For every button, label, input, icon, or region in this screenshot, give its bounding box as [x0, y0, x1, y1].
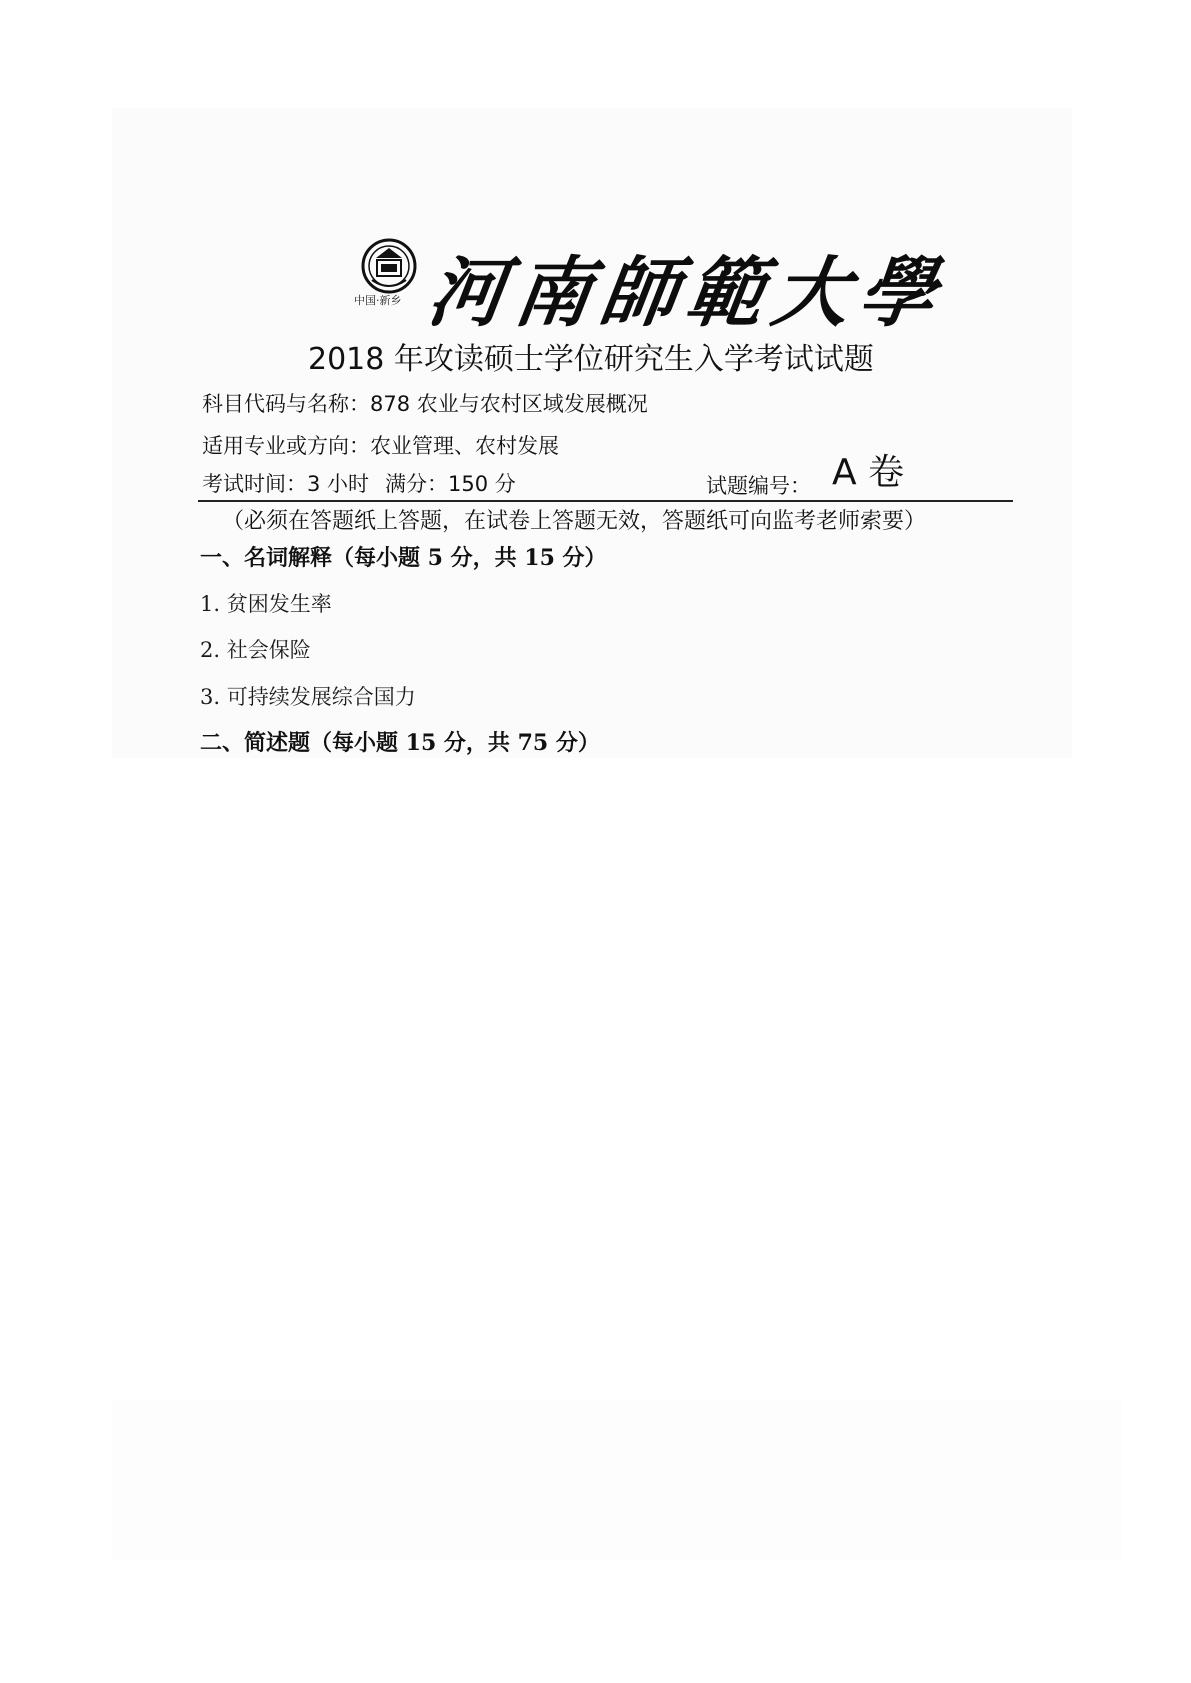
question-item: 1. 贫困发生率 [200, 592, 332, 616]
exam-title: 2018 年攻读硕士学位研究生入学考试试题 [308, 342, 874, 377]
emblem-caption: 中国·新乡 [354, 294, 402, 307]
question-item: 2. 社会保险 [200, 638, 311, 662]
header-divider [198, 500, 1013, 502]
question-item: 3. 可持续发展综合国力 [200, 685, 416, 709]
subject-value: 878 农业与农村区域发展概况 [370, 392, 648, 416]
score-value: 150 分 [448, 472, 516, 496]
paper-id-value: A 卷 [832, 452, 905, 493]
major-label: 适用专业或方向： [202, 434, 370, 458]
answer-instruction: （必须在答题纸上答题，在试卷上答题无效，答题纸可向监考老师索要） [222, 509, 927, 534]
subject-line [202, 388, 648, 418]
section-heading-definitions: 一、名词解释（每小题 5 分，共 15 分） [200, 545, 607, 571]
subject-label: 科目代码与名称： [202, 392, 370, 416]
time-label: 考试时间： [202, 472, 307, 496]
section-heading-short-answer: 二、简述题（每小题 15 分，共 75 分） [200, 730, 600, 756]
time-value: 3 小时 [307, 472, 370, 496]
major-line [202, 430, 559, 460]
time-score-line [202, 468, 516, 498]
paper-id-label: 试题编号： [706, 474, 811, 498]
score-label: 满分： [385, 472, 449, 496]
university-header [348, 232, 952, 337]
scanned-page-lower-region [112, 1400, 1122, 1560]
major-value: 农业管理、农村发展 [370, 434, 559, 458]
university-name: 河南師範大學 [422, 248, 952, 337]
